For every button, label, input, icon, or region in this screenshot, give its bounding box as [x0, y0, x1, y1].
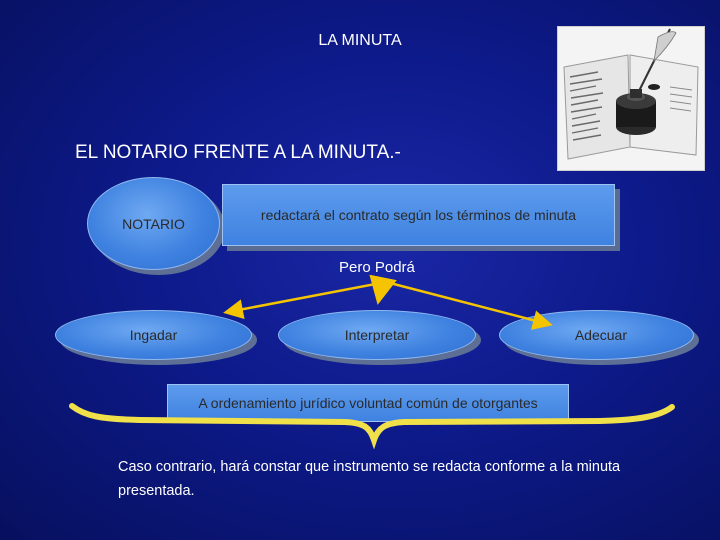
arrow-right — [386, 282, 548, 324]
arrow-left — [228, 282, 386, 312]
branch-arrows — [228, 278, 548, 324]
slide-title: LA MINUTA — [318, 32, 402, 49]
ordenamiento-text: A ordenamiento jurídico voluntad común de otorgantes — [198, 395, 538, 411]
option-label-interpretar: Interpretar — [344, 327, 410, 343]
notario-label: NOTARIO — [122, 215, 185, 232]
brace-icon — [72, 406, 672, 440]
slide-subtitle: EL NOTARIO FRENTE A LA MINUTA.- — [75, 142, 401, 163]
conclusion-text: Caso contrario, hará constar que instrumento se redacta conforme a la minuta presentada. — [118, 459, 621, 499]
arrow-down — [379, 278, 383, 298]
option-label-ingadar: Ingadar — [129, 327, 178, 343]
redactara-text: redactará el contrato según los términos de minuta — [260, 207, 577, 223]
pero-podra-label: Pero Podrá — [339, 259, 415, 276]
option-label-adecuar: Adecuar — [574, 327, 627, 343]
